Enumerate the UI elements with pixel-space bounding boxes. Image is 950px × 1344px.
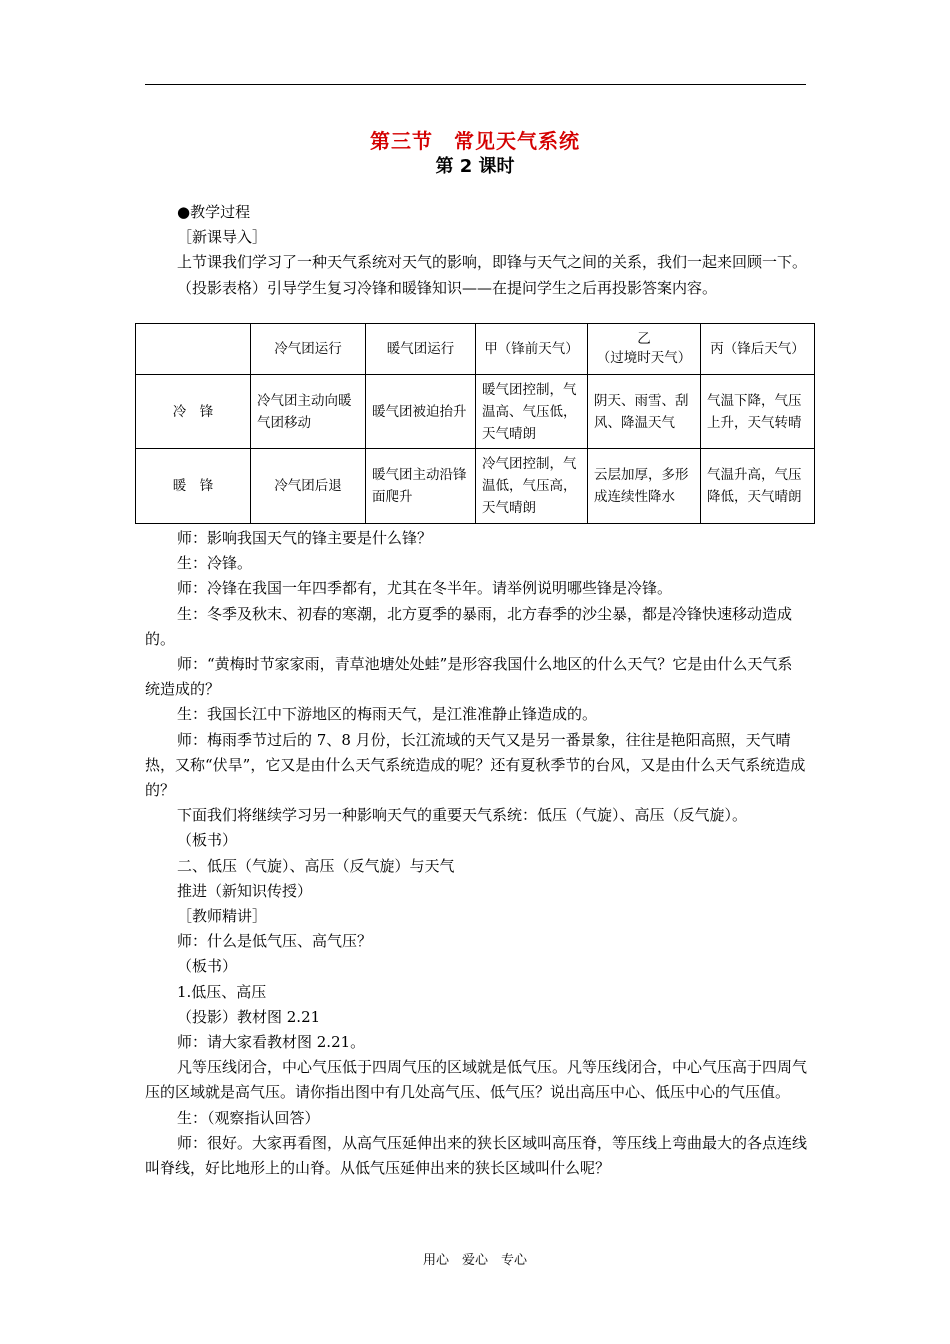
- dialogue-block: [145, 526, 807, 1181]
- paragraph: ［教师精讲］: [177, 907, 268, 926]
- page-subtitle: 第 2 课时: [435, 156, 515, 177]
- table-header-cell: 丙（锋后天气）: [700, 324, 814, 375]
- paragraph: （投影）教材图 2.21: [177, 1007, 321, 1026]
- table-row: [136, 375, 815, 449]
- table-cell: 气温下降，气压上升，天气转晴: [700, 375, 814, 449]
- intro-block: [145, 200, 807, 301]
- paragraph: 凡等压线闭合，中心气压低于四周气压的区域就是低气压。凡等压线闭合，中心气压高于四周气压的区域就是高气压。请你指出图中有几处高气压、低气压？说出高压中心、低压中心的气压值。: [145, 1058, 808, 1102]
- table-cell: 冷气团主动向暖气团移动: [251, 375, 366, 449]
- header-rule: [145, 84, 806, 85]
- table-header-cell: [136, 324, 251, 375]
- paragraph: 师：影响我国天气的锋主要是什么锋？: [177, 529, 433, 547]
- fronts-table: [135, 323, 815, 524]
- table-cell: 阴天、雨雪、刮风、降温天气: [587, 375, 700, 449]
- table-header-cell: 暖气团运行: [366, 324, 476, 375]
- table-header-cell: 甲（锋前天气）: [476, 324, 588, 375]
- page-footer: 用心 爱心 专心: [422, 1253, 527, 1268]
- table-cell: 冷 锋: [136, 375, 251, 449]
- table-cell: 云层加厚，多形成连续性降水: [587, 449, 700, 524]
- paragraph: 师：梅雨季节过后的 7、8 月份，长江流域的天气又是另一番景象，往往是艳阳高照，天气晴热，又称“伏旱”，它又是由什么天气系统造成的呢？还有夏秋季节的台风，又是由什么天气系统造成的？: [145, 730, 806, 800]
- table-cell: 冷气团后退: [251, 449, 366, 524]
- paragraph: 下面我们将继续学习另一种影响天气的重要天气系统：低压（气旋）、高压（反气旋）。: [177, 806, 748, 825]
- paragraph: （板书）: [177, 957, 238, 976]
- paragraph: 师：什么是低气压、高气压？: [177, 932, 373, 951]
- intro-paragraph: 上节课我们学习了一种天气系统对天气的影响，即锋与天气之间的关系，我们一起来回顾一下。: [177, 253, 808, 272]
- paragraph: 生：冬季及秋末、初春的寒潮，北方夏季的暴雨，北方春季的沙尘暴，都是冷锋快速移动造成的。: [145, 604, 793, 648]
- table-cell: 暖气团被迫抬升: [366, 375, 476, 449]
- table-intro: （投影表格）引导学生复习冷锋和暖锋知识——在提问学生之后再投影答案内容。: [177, 278, 718, 297]
- table-row: [136, 449, 815, 524]
- page-title: 第三节 常见天气系统: [370, 129, 580, 153]
- table-cell: 暖 锋: [136, 449, 251, 524]
- intro-tag: ［新课导入］: [177, 228, 268, 247]
- paragraph: 师：冷锋在我国一年四季都有，尤其在冬半年。请举例说明哪些锋是冷锋。: [177, 579, 673, 598]
- paragraph: 生：我国长江中下游地区的梅雨天气，是江淮准静止锋造成的。: [177, 705, 598, 724]
- paragraph: 师：请大家看教材图 2.21。: [177, 1033, 366, 1052]
- table-header-cell: 乙 （过境时天气）: [587, 324, 700, 375]
- paragraph: （板书）: [177, 831, 238, 850]
- table-cell: 冷气团控制，气温低，气压高，天气晴朗: [476, 449, 588, 524]
- paragraph: 推进（新知识传授）: [177, 881, 313, 900]
- table-cell: 暖气团控制，气温高、气压低，天气晴朗: [476, 375, 588, 449]
- section-heading: ●教学过程: [177, 203, 251, 221]
- paragraph: 1.低压、高压: [177, 982, 267, 1001]
- paragraph: 生：冷锋。: [177, 554, 253, 573]
- paragraph: 生：（观察指认回答）: [177, 1108, 320, 1127]
- table-cell: 气温升高，气压降低，天气晴朗: [700, 449, 814, 524]
- table-header-cell: 冷气团运行: [251, 324, 366, 375]
- paragraph: 师：很好。大家再看图，从高气压延伸出来的狭长区域叫高压脊，等压线上弯曲最大的各点连线叫脊线，好比地形上的山脊。从低气压延伸出来的狭长区域叫什么呢？: [145, 1133, 808, 1178]
- table-header-row: [136, 324, 815, 375]
- table-cell: 暖气团主动沿锋面爬升: [366, 449, 476, 524]
- paragraph: 二、低压（气旋）、高压（反气旋）与天气: [177, 856, 455, 875]
- paragraph: 师：“黄梅时节家家雨，青草池塘处处蛙”是形容我国什么地区的什么天气？它是由什么天气系统造成的？: [145, 655, 793, 699]
